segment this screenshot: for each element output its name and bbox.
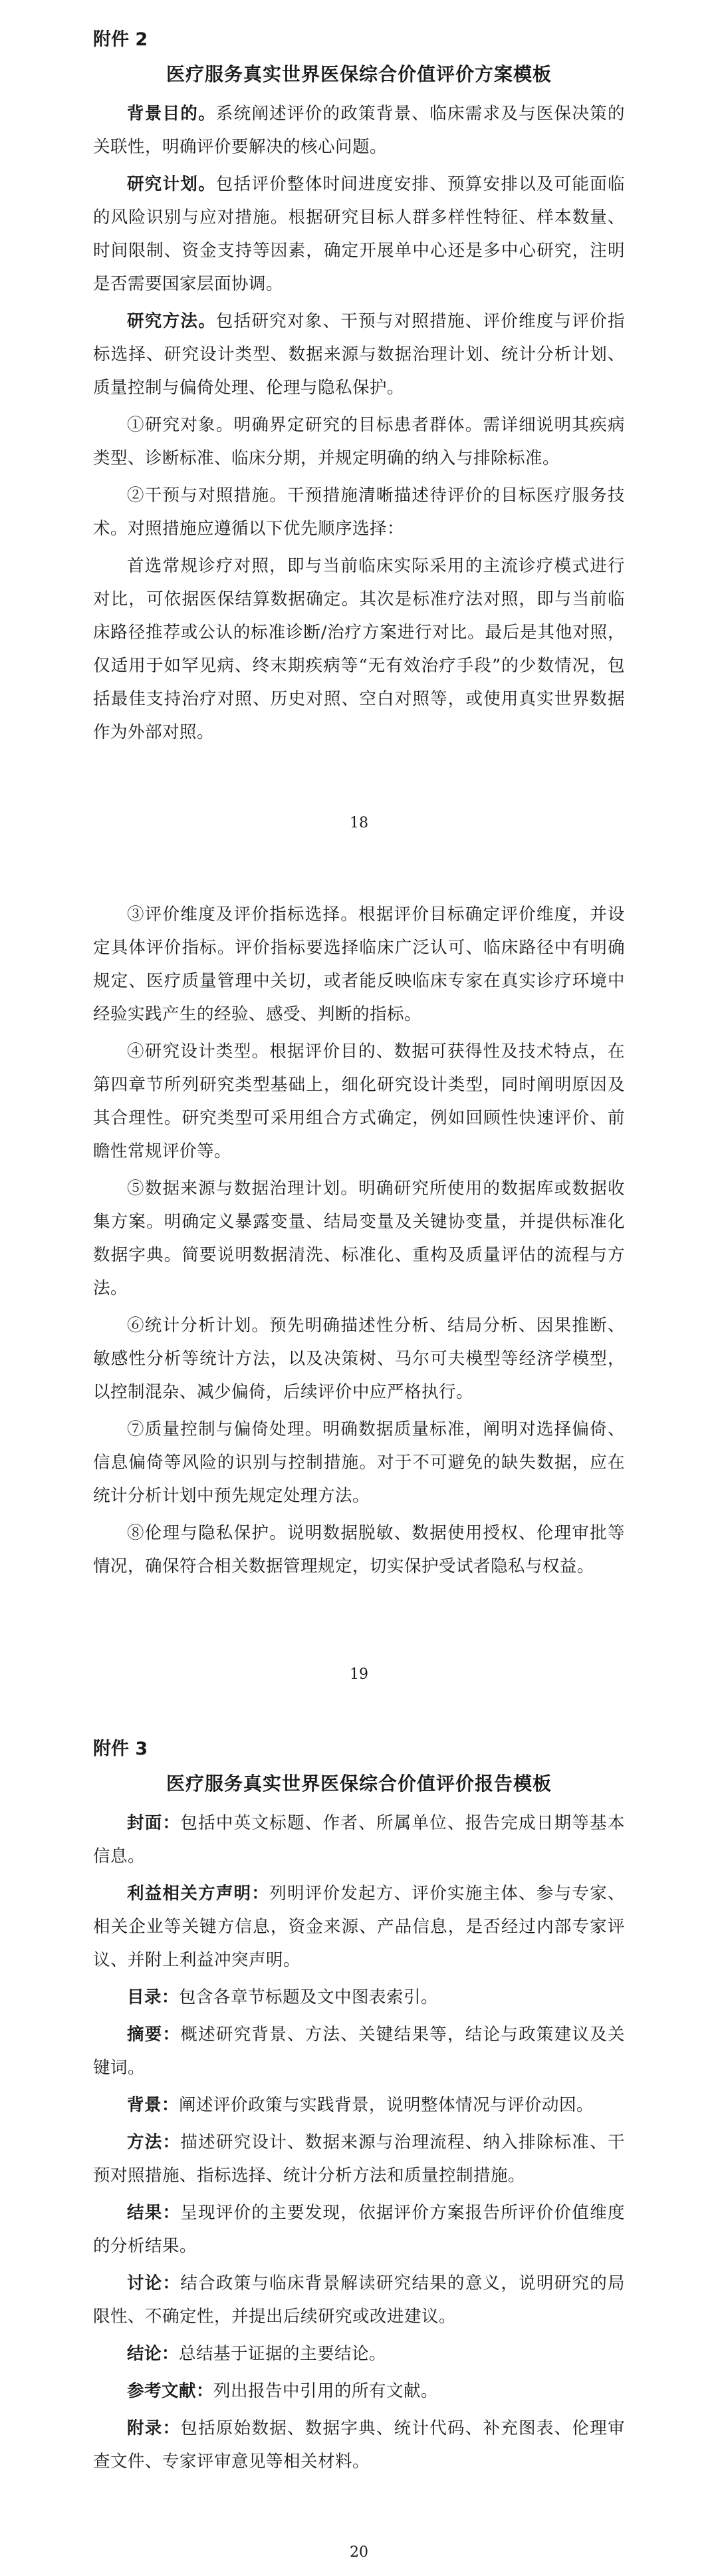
paragraph-label: 方法： bbox=[127, 2132, 181, 2152]
paragraph-text: ②干预与对照措施。干预措施清晰描述待评价的目标医疗服务技术。对照措施应遵循以下优先顺序选择： bbox=[93, 486, 625, 539]
paragraph-cover bbox=[93, 1806, 625, 1873]
paragraph-text: 系统阐述评价的政策背景、临床需求及与医保决策的关联性，明确评价要解决的核心问题。 bbox=[93, 104, 625, 157]
paragraph-abstract bbox=[93, 2018, 625, 2084]
paragraph-background bbox=[93, 2088, 625, 2122]
document-title: 医疗服务真实世界医保综合价值评价方案模板 bbox=[166, 63, 552, 85]
paragraph-text: ⑤数据来源与数据治理计划。明确研究所使用的数据库或数据收集方案。明确定义暴露变量、结局变量及关键协变量，并提供标准化数据字典。简要说明数据清洗、标准化、重构及质量评估的流程与方法。 bbox=[93, 1179, 625, 1298]
paragraph-text: ⑧伦理与隐私保护。说明数据脱敏、数据使用授权、伦理审批等情况，确保符合相关数据管理规定，切实保护受试者隐私与权益。 bbox=[93, 1523, 625, 1576]
paragraph-text: 总结基于证据的主要结论。 bbox=[179, 2344, 387, 2364]
paragraph-text: ⑦质量控制与偏倚处理。明确数据质量标准，阐明对选择偏倚、信息偏倚等风险的识别与控制措施。对于不可避免的缺失数据，应在统计分析计划中预先规定处理方法。 bbox=[93, 1419, 625, 1506]
paragraph-label: 研究方法。 bbox=[127, 311, 216, 331]
paragraph-label: 封面： bbox=[127, 1813, 181, 1833]
page-20 bbox=[0, 1716, 718, 2576]
paragraph-label: 目录： bbox=[127, 1987, 180, 2007]
paragraph-label: 背景目的。 bbox=[127, 104, 216, 124]
paragraph-appendix bbox=[93, 2412, 625, 2478]
paragraph-label: 研究计划。 bbox=[127, 174, 216, 194]
paragraph-quality-control bbox=[93, 1413, 625, 1512]
paragraph-text: 结合政策与临床背景解读研究结果的意义，说明研究的局限性、不确定性，并提出后续研究或改进建议。 bbox=[93, 2273, 625, 2327]
paragraph-research-method bbox=[93, 305, 625, 404]
paragraph-text: ③评价维度及评价指标选择。根据评价目标确定评价维度，并设定具体评价指标。评价指标要选择临床广泛认可、临床路径中有明确规定、医疗质量管理中关切，或者能反映临床专家在真实诊疗环境中经验实践产生的经验、感受、判断的指标。 bbox=[93, 905, 625, 1024]
document-title: 医疗服务真实世界医保综合价值评价报告模板 bbox=[166, 1773, 552, 1794]
paragraph-dimensions bbox=[93, 898, 625, 1031]
page-content bbox=[93, 27, 625, 753]
paragraph-text: 列出报告中引用的所有文献。 bbox=[213, 2381, 439, 2401]
paragraph-statistics bbox=[93, 1309, 625, 1409]
paragraph-stakeholders bbox=[93, 1877, 625, 1977]
paragraph-results bbox=[93, 2196, 625, 2263]
page-content bbox=[93, 1736, 625, 2482]
paragraph-toc bbox=[93, 1981, 625, 2014]
paragraph-design-type bbox=[93, 1035, 625, 1168]
page-content bbox=[93, 898, 625, 1587]
paragraph-references bbox=[93, 2374, 625, 2408]
paragraph-control-order bbox=[93, 549, 625, 749]
paragraph-label: 背景： bbox=[127, 2095, 180, 2115]
paragraph-subjects bbox=[93, 408, 625, 475]
paragraph-label: 摘要： bbox=[127, 2025, 181, 2045]
paragraph-discussion bbox=[93, 2267, 625, 2333]
paragraph-label: 结果： bbox=[127, 2203, 181, 2223]
paragraph-text: ①研究对象。明确界定研究的目标患者群体。需详细说明其疾病类型、诊断标准、临床分期，并规定明确的纳入与排除标准。 bbox=[93, 415, 625, 468]
paragraph-text: 阐述评价政策与实践背景，说明整体情况与评价动因。 bbox=[179, 2095, 594, 2115]
paragraph-list bbox=[93, 1806, 625, 2478]
paragraph-label: 附录： bbox=[127, 2418, 181, 2438]
annex-label: 附件 3 bbox=[93, 1739, 148, 1759]
page-number: 18 bbox=[350, 815, 368, 831]
paragraph-research-plan bbox=[93, 168, 625, 301]
paragraph-text: 列明评价发起方、评价实施主体、参与专家、相关企业等关键方信息，资金来源、产品信息，是否经过内部专家评议、并附上利益冲突声明。 bbox=[93, 1884, 625, 1970]
paragraph-text: 首选常规诊疗对照，即与当前临床实际采用的主流诊疗模式进行对比，可依据医保结算数据确定。其次是标准疗法对照，即与当前临床路径推荐或公认的标准诊断/治疗方案进行对比。最后是其他对照，仅适用于如罕见病、终末期疾病等“无有效治疗手段”的少数情况，包括最佳支持治疗对照、历史对照、空白对照等，或使用真实世界数据作为外部对照。 bbox=[93, 556, 625, 742]
paragraph-text: ⑥统计分析计划。预先明确描述性分析、结局分析、因果推断、敏感性分析等统计方法，以及决策树、马尔可夫模型等经济学模型，以控制混杂、减少偏倚，后续评价中应严格执行。 bbox=[93, 1316, 625, 1402]
paragraph-text: 描述研究设计、数据来源与治理流程、纳入排除标准、干预对照措施、指标选择、统计分析方法和质量控制措施。 bbox=[93, 2132, 625, 2186]
paragraph-label: 结论： bbox=[127, 2344, 180, 2364]
paragraph-background bbox=[93, 97, 625, 164]
paragraph-text: 包含各章节标题及文中图表索引。 bbox=[179, 1987, 439, 2007]
paragraph-text: 包括评价整体时间进度安排、预算安排以及可能面临的风险识别与应对措施。根据研究目标人群多样性特征、样本数量、时间限制、资金支持等因素，确定开展单中心还是多中心研究，注明是否需要国家层面协调。 bbox=[93, 174, 625, 294]
paragraph-methods bbox=[93, 2126, 625, 2192]
paragraph-label: 利益相关方声明： bbox=[127, 1884, 270, 1904]
paragraph-text: 概述研究背景、方法、关键结果等，结论与政策建议及关键词。 bbox=[93, 2025, 625, 2078]
paragraph-intervention bbox=[93, 479, 625, 545]
paragraph-conclusion bbox=[93, 2337, 625, 2370]
page-18 bbox=[0, 0, 718, 858]
paragraph-text: 包括原始数据、数据字典、统计代码、补充图表、伦理审查文件、专家评审意见等相关材料。 bbox=[93, 2418, 625, 2472]
paragraph-text: 包括中英文标题、作者、所属单位、报告完成日期等基本信息。 bbox=[93, 1813, 625, 1866]
page-number: 20 bbox=[350, 2544, 368, 2561]
paragraph-list bbox=[93, 97, 625, 749]
page-number: 19 bbox=[350, 1666, 368, 1683]
page-19 bbox=[0, 858, 718, 1716]
paragraph-label: 讨论： bbox=[127, 2273, 181, 2293]
annex-label: 附件 2 bbox=[93, 29, 148, 50]
paragraph-list bbox=[93, 898, 625, 1583]
paragraph-text: 呈现评价的主要发现，依据评价方案报告所评价价值维度的分析结果。 bbox=[93, 2203, 625, 2256]
paragraph-ethics bbox=[93, 1516, 625, 1583]
paragraph-text: ④研究设计类型。根据评价目的、数据可获得性及技术特点，在第四章节所列研究类型基础上，细化研究设计类型，同时阐明原因及其合理性。研究类型可采用组合方式确定，例如回顾性快速评价、前瞻性常规评价等。 bbox=[93, 1042, 625, 1161]
paragraph-label: 参考文献： bbox=[127, 2381, 214, 2401]
paragraph-data-source bbox=[93, 1172, 625, 1305]
paragraph-text: 包括研究对象、干预与对照措施、评价维度与评价指标选择、研究设计类型、数据来源与数据治理计划、统计分析计划、质量控制与偏倚处理、伦理与隐私保护。 bbox=[93, 311, 625, 398]
